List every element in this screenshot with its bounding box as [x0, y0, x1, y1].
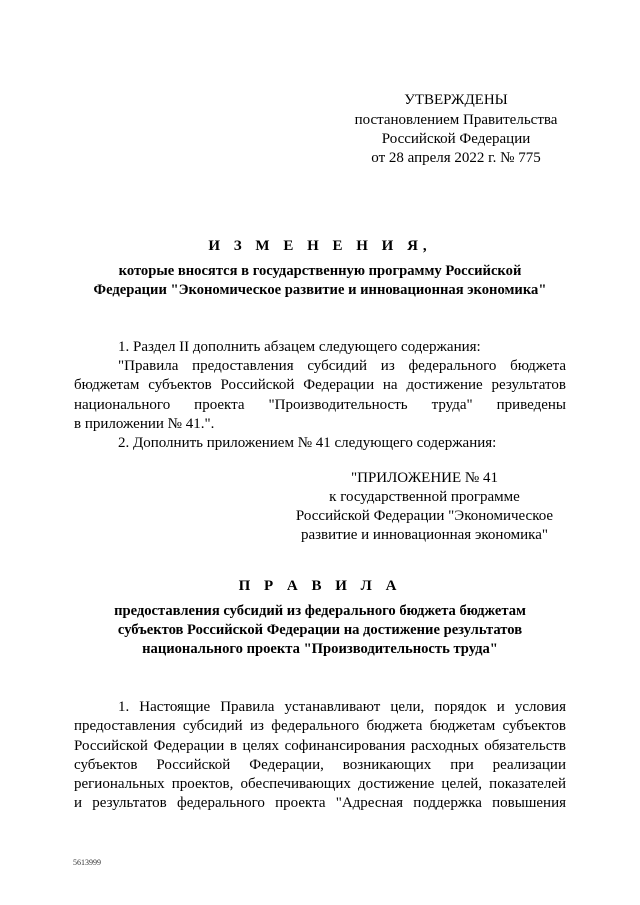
- rules-subtitle: национального проекта "Производительность труда": [142, 641, 498, 657]
- paragraph-line: национального проекта "Производительность труда" приведены: [74, 397, 566, 413]
- approval-line: от 28 апреля 2022 г. № 775: [371, 150, 541, 166]
- changes-subtitle: которые вносятся в государственную программу Российской: [118, 263, 522, 279]
- paragraph-line: 1. Настоящие Правила устанавливают цели, порядок и условия: [118, 699, 566, 715]
- paragraph-line: бюджетам субъектов Российской Федерации на достижение результатов: [74, 377, 566, 393]
- rules-title: П Р А В И Л А: [238, 578, 402, 594]
- paragraph-line: "Правила предоставления субсидий из федерального бюджета: [118, 358, 566, 374]
- changes-title: И З М Е Н Е Н И Я,: [208, 238, 432, 254]
- paragraph-line: 2. Дополнить приложением № 41 следующего содержания:: [118, 435, 497, 451]
- approval-line: Российской Федерации: [381, 131, 531, 147]
- paragraph-line: 1. Раздел II дополнить абзацем следующего содержания:: [118, 339, 481, 355]
- paragraph-line: в приложении № 41.".: [74, 416, 215, 432]
- document-code: 5613999: [73, 858, 101, 867]
- changes-subtitle: Федерации "Экономическое развитие и инновационная экономика": [93, 282, 547, 298]
- approval-heading: УТВЕРЖДЕНЫ: [404, 92, 508, 108]
- paragraph-line: предоставления субсидий из федерального бюджета бюджетам субъектов: [74, 718, 566, 734]
- approval-line: постановлением Правительства: [354, 112, 558, 128]
- rules-subtitle: предоставления субсидий из федерального бюджета бюджетам: [114, 603, 526, 619]
- paragraph-line: региональных проектов, обеспечивающих достижение целей, показателей: [74, 776, 566, 792]
- paragraph-line: и результатов федерального проекта "Адресная поддержка повышения: [74, 795, 566, 811]
- appendix-line: Российской Федерации "Экономическое: [295, 508, 554, 524]
- paragraph-line: субъектов Российской Федерации, возникающих при реализации: [74, 757, 566, 773]
- appendix-line: "ПРИЛОЖЕНИЕ № 41: [350, 470, 498, 486]
- rules-subtitle: субъектов Российской Федерации на достижение результатов: [117, 622, 523, 638]
- appendix-line: развитие и инновационная экономика": [300, 527, 549, 543]
- appendix-line: к государственной программе: [329, 489, 520, 505]
- paragraph-line: Российской Федерации в целях софинансирования расходных обязательств: [74, 738, 566, 754]
